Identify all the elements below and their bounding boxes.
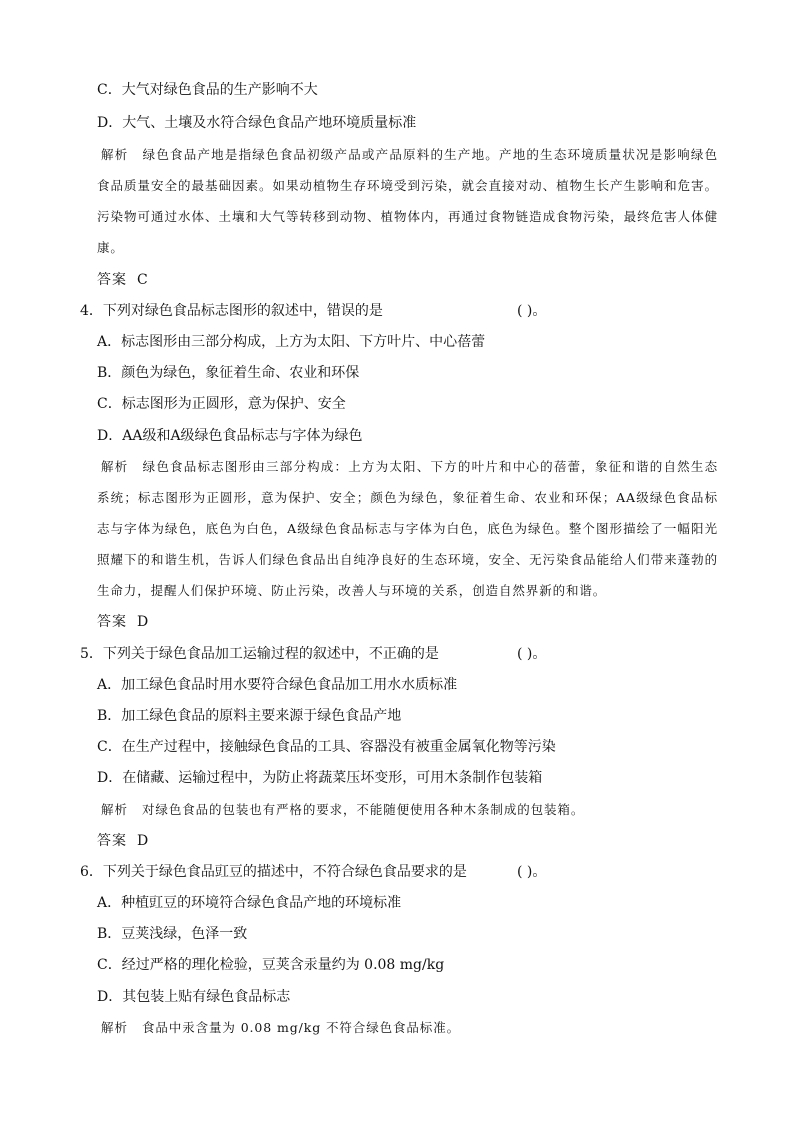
q6-option-d: D．其包装上贴有绿色食品标志 — [97, 989, 291, 1005]
q6-stem: 6．下列关于绿色食品豇豆的描述中，不符合绿色食品要求的是 — [80, 864, 467, 880]
q6-option-c: C．经过严格的理化检验，豆荚含汞量约为 0.08 mg/kg — [97, 957, 445, 973]
q6-option-b: B．豆荚浅绿，色泽一致 — [97, 926, 248, 942]
q3-explanation-text: 绿色食品产地是指绿色食品初级产品或产品原料的生产地。产地的生态环境质量状况是影响绿色食品质量安全的最基础因素。如果动植物生存环境受到污染，就会直接对动、植物生长产生影响和危害。污染物可通过水体、土壤和大气等转移到动物、植物体内，再通过食物链造成食物污染，最终危害人体健康。 — [97, 147, 718, 255]
q5-explanation-text: 对绿色食品的包装也有严格的要求，不能随便使用各种木条制成的包装箱。 — [142, 802, 585, 817]
q6-explanation-label: 解析 — [101, 1020, 129, 1035]
q6-explanation-text: 食品中汞含量为 0.08 mg/kg 不符合绿色食品标准。 — [142, 1020, 461, 1035]
q5-answer-value: D — [137, 833, 149, 849]
q3-explanation-label: 解析 — [101, 147, 129, 162]
q5-stem: 5．下列关于绿色食品加工运输过程的叙述中，不正确的是 — [80, 646, 439, 662]
q3-answer — [97, 271, 148, 289]
q4-explanation — [97, 451, 718, 606]
q3-option-d: D．大气、土壤及水符合绿色食品产地环境质量标准 — [97, 115, 417, 131]
q6-option-a: A．种植豇豆的环境符合绿色食品产地的环境标准 — [97, 895, 402, 911]
q3-answer-label: 答案 — [97, 272, 127, 288]
q4-option-d: D．AA级和A级绿色食品标志与字体为绿色 — [97, 428, 363, 444]
q6-answer-blank: ( )。 — [517, 864, 547, 880]
q4-stem: 4．下列对绿色食品标志图形的叙述中，错误的是 — [80, 303, 383, 319]
q4-option-a: A．标志图形由三部分构成，上方为太阳、下方叶片、中心蓓蕾 — [97, 334, 486, 350]
q4-answer-value: D — [137, 614, 149, 630]
q5-explanation-label: 解析 — [101, 802, 129, 817]
q3-explanation — [97, 139, 718, 263]
q4-answer-label: 答案 — [97, 614, 127, 630]
q3-answer-value: C — [137, 272, 148, 288]
q5-answer — [97, 832, 148, 850]
q4-answer — [97, 613, 148, 631]
q4-option-c: C．标志图形为正圆形，意为保护、安全 — [97, 396, 346, 412]
q5-option-b: B．加工绿色食品的原料主要来源于绿色食品产地 — [97, 708, 402, 724]
q3-option-c: C．大气对绿色食品的生产影响不大 — [97, 82, 318, 98]
q5-answer-label: 答案 — [97, 833, 127, 849]
q5-option-a: A．加工绿色食品时用水要符合绿色食品加工用水水质标准 — [97, 677, 458, 693]
q4-option-b: B．颜色为绿色，象征着生命、农业和环保 — [97, 365, 360, 381]
q4-answer-blank: ( )。 — [517, 303, 547, 319]
q5-option-d: D．在储藏、运输过程中，为防止将蔬菜压坏变形，可用木条制作包装箱 — [97, 770, 543, 786]
q5-option-c: C．在生产过程中，接触绿色食品的工具、容器没有被重金属氧化物等污染 — [97, 739, 556, 755]
q5-explanation — [97, 794, 718, 825]
q4-explanation-label: 解析 — [101, 459, 129, 474]
q6-explanation — [97, 1012, 718, 1043]
q5-answer-blank: ( )。 — [517, 646, 547, 662]
q4-explanation-text: 绿色食品标志图形由三部分构成：上方为太阳、下方的叶片和中心的蓓蕾，象征和谐的自然生态系统；标志图形为正圆形，意为保护、安全；颜色为绿色，象征着生命、农业和环保；AA级绿色食品标志与字体为绿色，底色为白色，A级绿色食品标志与字体为白色，底色为绿色。整个图形描绘了一幅阳光照耀下的和谐生机，告诉人们绿色食品出自纯净良好的生态环境，安全、无污染食品能给人们带来蓬勃的生命力，提醒人们保护环境、防止污染，改善人与环境的关系，创造自然界新的和谐。 — [97, 459, 718, 598]
